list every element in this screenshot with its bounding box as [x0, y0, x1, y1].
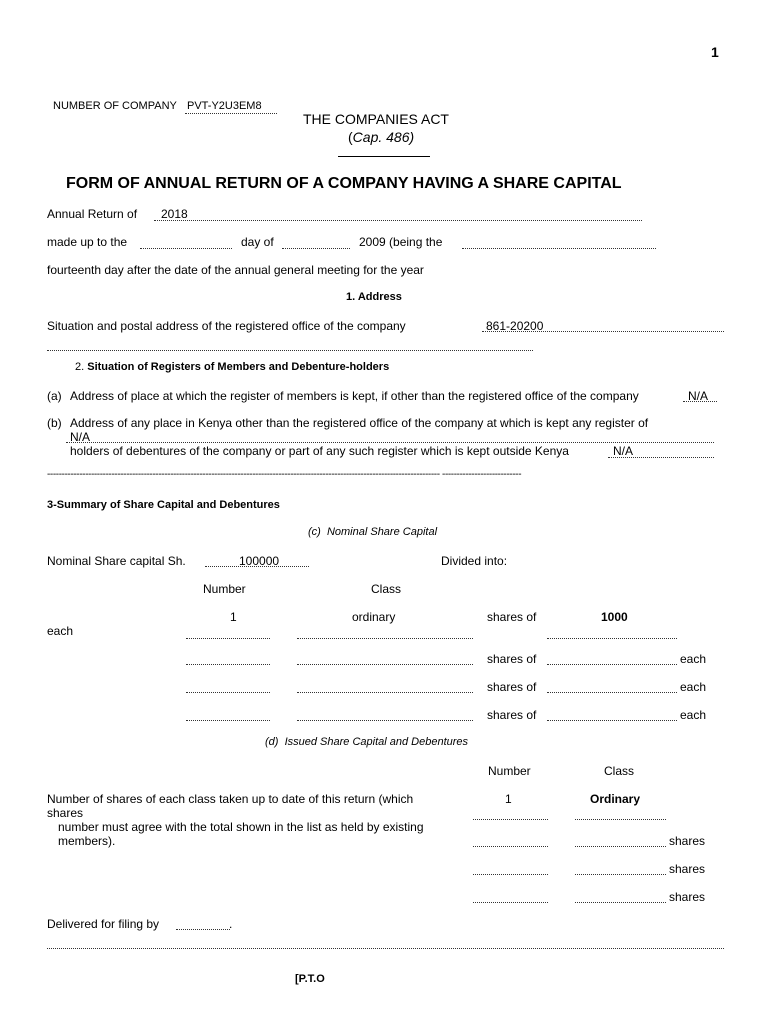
fourteenth-day-text: fourteenth day after the date of the annual general meeting for the year — [47, 263, 424, 277]
nominal-row3-number-line — [186, 692, 270, 693]
nominal-capital-label: Nominal Share capital Sh. — [47, 554, 186, 568]
issued-row1-class-line — [575, 819, 666, 820]
section2-b-value2: N/A — [613, 444, 634, 458]
issued-row2-class-line — [575, 846, 666, 847]
situation-label: Situation and postal address of the registered office of the company — [47, 319, 406, 333]
section2-b-text: Address of any place in Kenya other than the registered office of the company at which is kept any register of — [70, 416, 649, 430]
delivered-label: Delivered for filing by — [47, 917, 160, 931]
nominal-row1-each: each — [47, 624, 74, 638]
situation-value: 861-20200 — [486, 319, 544, 333]
company-number-line — [185, 113, 277, 114]
nominal-row1-class: ordinary — [352, 610, 396, 624]
nominal-row1-value: 1000 — [601, 610, 628, 624]
section2-b-marker: (b) — [47, 416, 62, 430]
company-number-label: NUMBER OF COMPANY — [53, 100, 177, 112]
nominal-row3-each: each — [680, 680, 707, 694]
nominal-row3-class-line — [297, 692, 473, 693]
made-up-day-line — [140, 248, 232, 249]
nominal-row2-value-line — [547, 664, 677, 665]
nominal-row3-shares-of: shares of — [487, 680, 537, 694]
issued-row1-number: 1 — [505, 792, 512, 806]
issued-row4-shares: shares — [669, 890, 706, 904]
issued-row1-class: Ordinary — [590, 792, 641, 806]
act-rule — [338, 156, 430, 157]
act-cap: (Cap. 486) — [348, 129, 415, 145]
form-title: FORM OF ANNUAL RETURN OF A COMPANY HAVING A SHARE CAPITAL — [66, 175, 622, 192]
nominal-row1-shares-of: shares of — [487, 610, 537, 624]
taken-up-text-3: number must agree with the total shown in the list as held by existing — [58, 820, 424, 834]
section2-a-marker: (a) — [47, 389, 62, 403]
section2-heading: 2. Situation of Registers of Members and Debenture-holders — [75, 361, 390, 373]
nominal-row4-shares-of: shares of — [487, 708, 537, 722]
issued-col-number: Number — [488, 764, 531, 778]
situation-line — [482, 331, 724, 332]
nominal-row1-value-line — [547, 638, 677, 639]
made-up-label: made up to the — [47, 235, 128, 249]
made-up-being-line — [462, 248, 656, 249]
section-separator: -------------------------------------------------------------------------------------------------------------------------------------- --------------------------- — [47, 469, 522, 480]
section3-heading: 3-Summary of Share Capital and Debentures — [47, 499, 280, 511]
nominal-row3-value-line — [547, 692, 677, 693]
section2-b-line — [66, 442, 714, 443]
issued-row3-number-line — [473, 874, 548, 875]
delivered-value: . — [229, 917, 233, 931]
issued-capital-title: (d) Issued Share Capital and Debentures — [265, 736, 469, 748]
annual-return-year: 2018 — [161, 207, 188, 221]
issued-row4-number-line — [473, 902, 548, 903]
section1-heading: 1. Address — [346, 291, 402, 303]
nominal-row4-number-line — [186, 720, 270, 721]
nominal-capital-title: (c) Nominal Share Capital — [308, 526, 438, 538]
nominal-row2-each: each — [680, 652, 707, 666]
page-number: 1 — [711, 44, 719, 60]
delivered-line-2 — [47, 948, 724, 949]
nominal-col-number: Number — [203, 582, 246, 596]
nominal-capital-line — [205, 566, 309, 567]
issued-row1-number-line — [473, 819, 548, 820]
section2-a-line — [683, 401, 717, 402]
nominal-capital-value: 100000 — [239, 554, 280, 568]
nominal-row4-value-line — [547, 720, 677, 721]
nominal-row1-class-line — [297, 638, 473, 639]
nominal-row4-each: each — [680, 708, 707, 722]
section2-a-value: N/A — [688, 389, 709, 403]
taken-up-text-1: Number of shares of each class taken up to date of this return (which — [47, 792, 414, 806]
nominal-row1-number-line — [186, 638, 270, 639]
annual-return-label: Annual Return of — [47, 207, 138, 221]
divided-into-label: Divided into: — [441, 554, 508, 568]
delivered-line — [176, 929, 230, 930]
day-of-label: day of — [241, 235, 274, 249]
section2-b-line2 — [608, 457, 714, 458]
issued-row3-shares: shares — [669, 862, 706, 876]
nominal-row1-number: 1 — [230, 610, 237, 624]
section2-b-value: N/A — [70, 430, 91, 444]
section2-a-text: Address of place at which the register of members is kept, if other than the registered office of the company — [70, 389, 639, 403]
situation-line-2 — [47, 350, 533, 351]
annual-return-line — [154, 220, 642, 221]
act-title: THE COMPANIES ACT — [303, 111, 449, 127]
taken-up-text-2: shares — [47, 806, 84, 820]
section2-b-text2: holders of debentures of the company or part of any such register which is kept outside Kenya — [70, 444, 569, 458]
issued-row4-class-line — [575, 902, 666, 903]
nominal-row2-shares-of: shares of — [487, 652, 537, 666]
nominal-row2-number-line — [186, 664, 270, 665]
issued-row2-number-line — [473, 846, 548, 847]
issued-col-class: Class — [604, 764, 635, 778]
issued-row3-class-line — [575, 874, 666, 875]
pto-label: [P.T.O — [295, 973, 325, 985]
nominal-row2-class-line — [297, 664, 473, 665]
nominal-col-class: Class — [371, 582, 402, 596]
taken-up-text-4: members). — [58, 834, 116, 848]
made-up-year-text: 2009 (being the — [359, 235, 443, 249]
made-up-month-line — [282, 248, 350, 249]
nominal-row4-class-line — [297, 720, 473, 721]
issued-row2-shares: shares — [669, 834, 706, 848]
company-number-value: PVT-Y2U3EM8 — [187, 100, 262, 112]
